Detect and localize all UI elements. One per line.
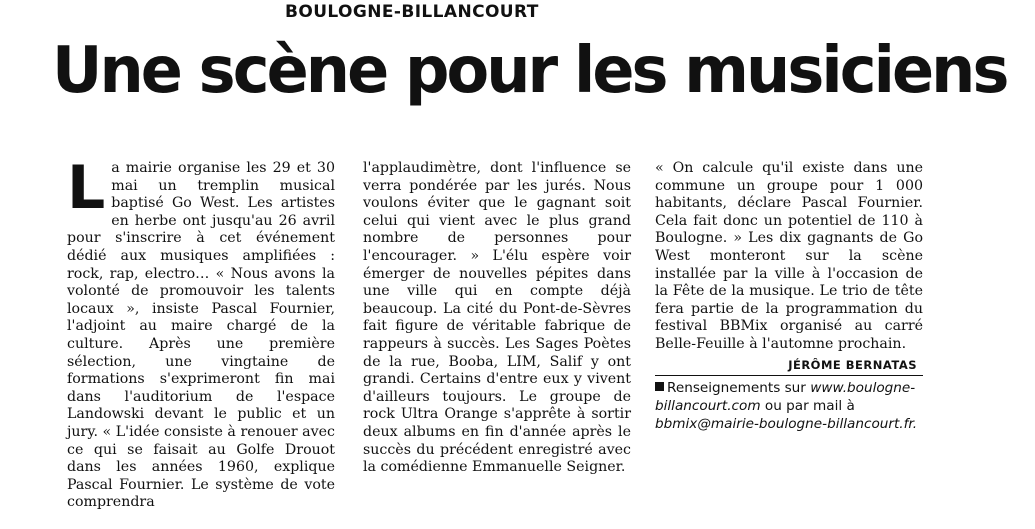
info-box (655, 379, 923, 433)
article-column-1 (67, 153, 335, 512)
drop-cap: L (67, 153, 106, 223)
info-prefix: Renseignements sur (667, 380, 806, 397)
column-2-text: l'applaudimètre, dont l'influence se verra pondérée par les jurés. Nous voulons éviter que le gagnant soit celui qui vient avec le plus grand nombre de personnes pour l'encourager. » L'élu espère voir émerger de nouvelles pépites dans une ville qui en compte déjà beaucoup. La cité du Pont-de-Sèvres fait figure de véritable fabrique de rappeurs à succès. Les Sages Poètes de la rue, Booba, LIM, Salif y ont grandi. Certains d'entre eux y vivent d'ailleurs toujours. Le groupe de rock Ultra Orange s'apprête à sortir deux albums en fin d'année après le succès du précédent enregistré avec la comédienne Emmanuelle Seigner. (363, 160, 631, 476)
article-kicker: BOULOGNE-BILLANCOURT (285, 2, 539, 22)
column-3-text: « On calcule qu'il existe dans une commune un groupe pour 1 000 habitants, déclare Pascal Fournier. Cela fait donc un potentiel de 110 à Boulogne. » Les dix gagnants de Go West monteront sur la scène installée par la ville à l'occasion de la Fête de la musique. Le trio de tête fera partie de la programmation du festival BBMix organisé au carré Belle-Feuille à l'automne prochain. (655, 160, 923, 352)
info-middle: ou par mail à (764, 398, 855, 415)
article-headline: Une scène pour les musiciens (52, 34, 1007, 108)
info-email-link[interactable]: bbmix@mairie-boulogne-billancourt.fr. (655, 416, 918, 433)
article-byline: JÉRÔME BERNATAS (655, 357, 923, 377)
article-column-2 (363, 160, 631, 477)
article-column-3 (655, 160, 923, 433)
column-1-text: a mairie organise les 29 et 30 mai un tremplin musical baptisé Go West. Les artistes en herbe ont jusqu'au 26 avril pour s'inscrire à cet événement dédié aux musiques amplifiées : rock, rap, electro… « Nous avons la volonté de promouvoir les talents locaux », insiste Pascal Fournier, l'adjoint au maire chargé de la culture. Après une première sélection, une vingtaine de formations s'exprimeront fin mai dans l'auditorium de l'espace Landowski devant le public et un jury. « L'idée consiste à renouer avec ce qui se faisait au Golfe Drouot dans les années 1960, explique Pascal Fournier. Le système de vote comprendra (67, 160, 335, 511)
bullet-square-icon (655, 382, 664, 391)
info-website-link[interactable]: www.boulogne-billancourt.com (655, 380, 916, 415)
